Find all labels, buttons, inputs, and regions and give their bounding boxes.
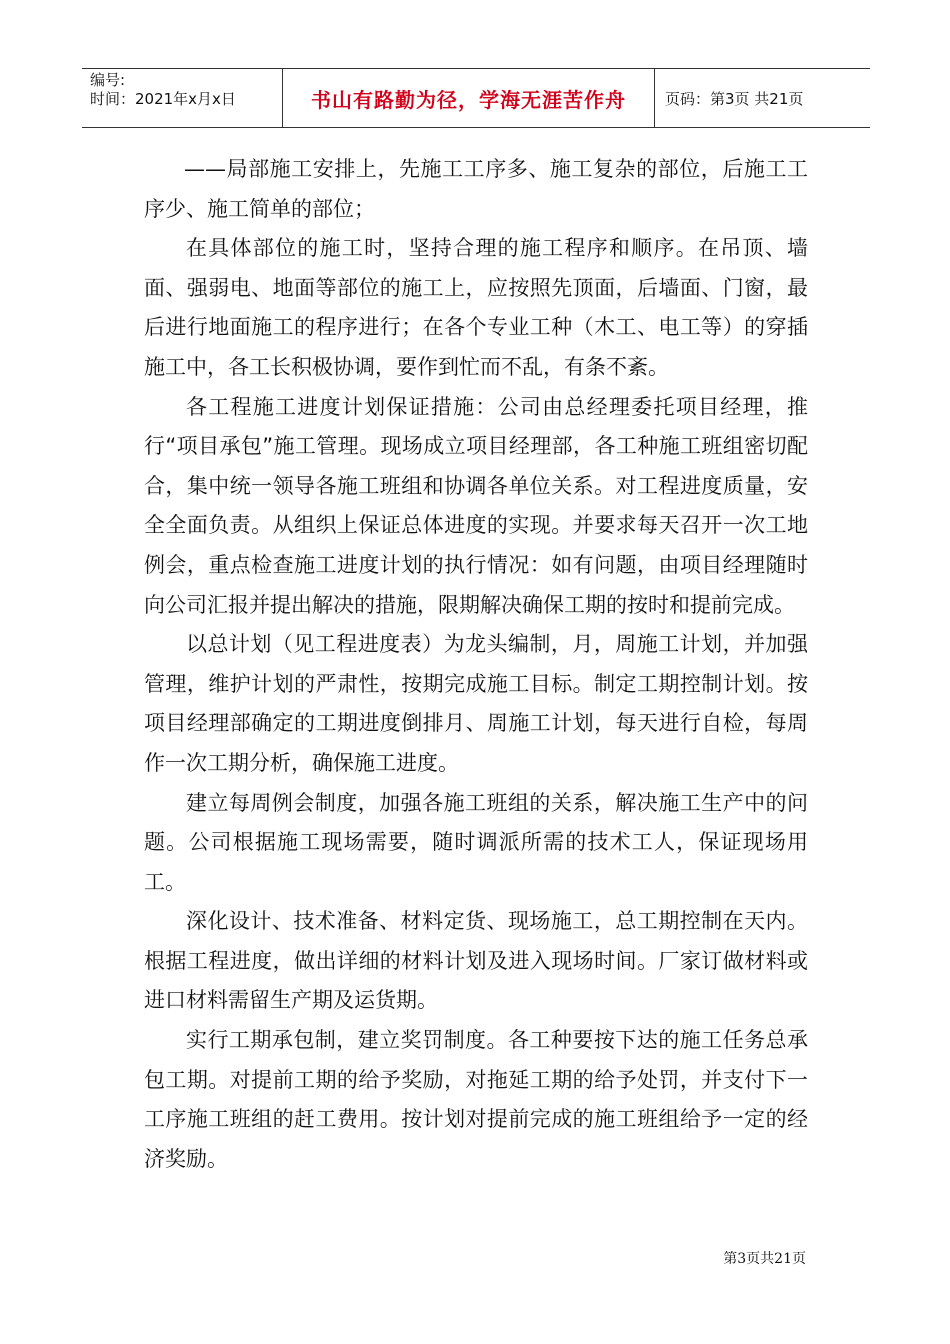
header-meta — [82, 69, 282, 127]
header-motto: 书山有路勤为径，学海无涯苦作舟 — [311, 87, 626, 112]
paragraph: 建立每周例会制度，加强各施工班组的关系，解决施工生产中的问题。公司根据施工现场需要，随时调派所需的技术工人，保证现场用工。 — [144, 790, 808, 894]
paragraph: 实行工期承包制，建立奖罚制度。各工种要按下达的施工任务总承包工期。对提前工期的给予奖励，对拖延工期的给予处罚，并支付下一工序施工班组的赶工费用。按计划对提前完成的施工班组给予一定的经济奖励。 — [144, 1028, 808, 1171]
document-number-label: 编号: — [90, 71, 126, 89]
header-page-cell — [655, 69, 870, 127]
page-header — [82, 68, 870, 128]
document-date: 时间：2021年x月x日 — [90, 90, 236, 108]
paragraph: 各工程施工进度计划保证措施：公司由总经理委托项目经理，推行“项目承包”施工管理。现场成立项目经理部，各工种施工班组密切配合，集中统一领导各施工班组和协调各单位关系。对工程进度质量，安全全面负责。从组织上保证总体进度的实现。并要求每天召开一次工地例会，重点检查施工进度计划的执行情况：如有问题，由项目经理随时向公司汇报并提出解决的措施，限期解决确保工期的按时和提前完成。 — [144, 394, 808, 617]
paragraph: 深化设计、技术准备、材料定货、现场施工，总工期控制在天内。根据工程进度，做出详细的材料计划及进入现场时间。厂家订做材料或进口材料需留生产期及运货期。 — [144, 909, 808, 1013]
paragraph: ——局部施工安排上，先施工工序多、施工复杂的部位，后施工工序少、施工简单的部位； — [144, 157, 808, 221]
footer-page-number: 第3页共21页 — [723, 1251, 806, 1267]
page-footer — [723, 1248, 806, 1268]
header-motto-cell — [282, 69, 655, 127]
header-page-info: 页码：第3页 共21页 — [665, 89, 804, 108]
paragraph: 以总计划（见工程进度表）为龙头编制，月，周施工计划，并加强管理，维护计划的严肃性，按期完成施工目标。制定工期控制计划。按项目经理部确定的工期进度倒排月、周施工计划，每天进行自检，每周作一次工期分析，确保施工进度。 — [144, 632, 808, 775]
document-body — [144, 150, 808, 1179]
paragraph: 在具体部位的施工时，坚持合理的施工程序和顺序。在吊顶、墙面、强弱电、地面等部位的施工上，应按照先顶面，后墙面、门窗，最后进行地面施工的程序进行；在各个专业工种（木工、电工等）的穿插施工中，各工长积极协调，要作到忙而不乱，有条不紊。 — [144, 236, 808, 379]
